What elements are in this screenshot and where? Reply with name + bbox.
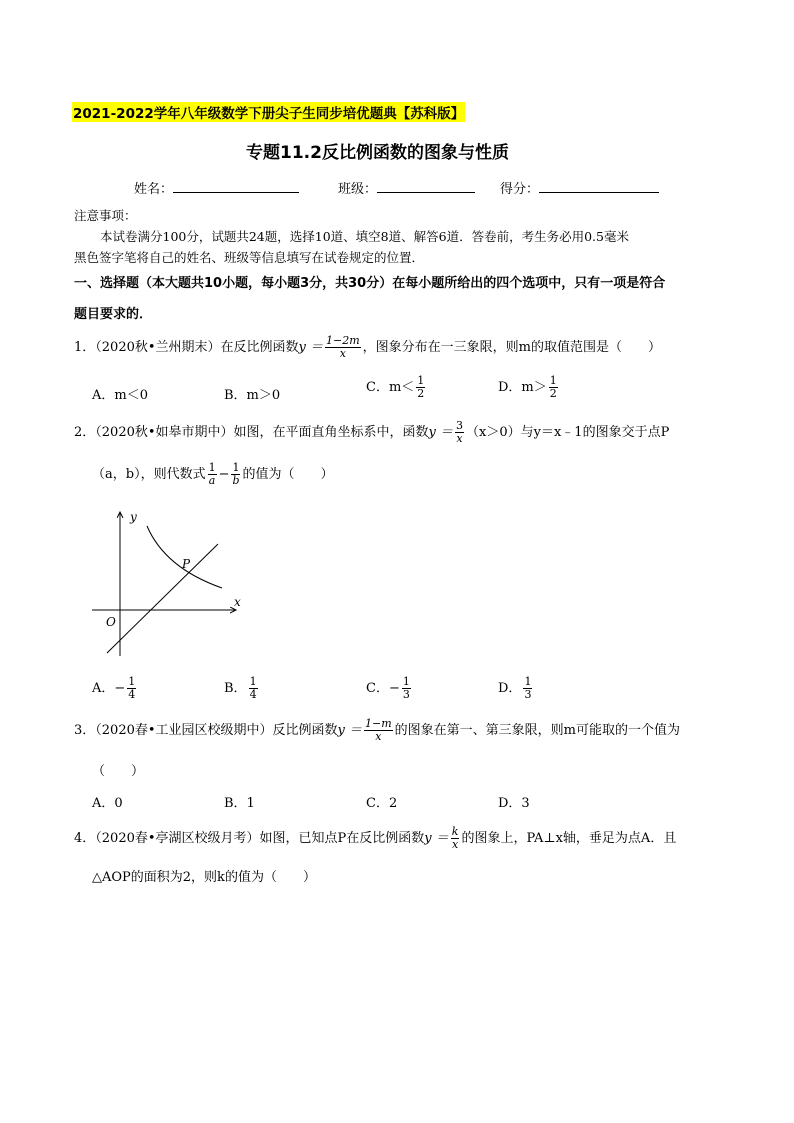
- q2-option-c: C．− $\frac{1}{3}$: [366, 675, 410, 701]
- q2-prefix: 2．（2020秋•如皋市期中）如图，在平面直角坐标系中，函数: [74, 425, 429, 440]
- q1-eq: y ＝: [298, 340, 324, 355]
- question-4: 4．（2020春•亭湖区校级月考）如图，已知点P在反比例函数y ＝ $\frac{k}{x}$ 的图象上，PA⊥x轴，垂足为点A．且: [74, 825, 677, 851]
- q1-prefix: 1．（2020秋•兰州期末）在反比例函数: [74, 340, 299, 355]
- page-title: 专题11.2反比例函数的图象与性质: [246, 143, 509, 163]
- line-graph: [107, 544, 218, 653]
- x-axis-label: x: [234, 595, 241, 609]
- q2-option-a: A．− $\frac{1}{4}$: [92, 675, 136, 701]
- q3-option-a: A．0: [92, 796, 123, 811]
- q1-suffix: ，图象分布在一三象限，则m的取值范围是（ ）: [362, 340, 661, 355]
- q1-option-c: C．m＜ $\frac{1}{2}$: [366, 374, 425, 400]
- class-label: 班级：: [338, 182, 378, 197]
- q2-mid: （x＞0）与y＝x﹣1的图象交于点P: [466, 425, 670, 440]
- question-3: 3．（2020春•工业园区校级期中）反比例函数y ＝ $\frac{1-m}{x}$ 的图象在第一、第三象限，则m可能取的一个值为: [74, 717, 680, 743]
- q1-fraction: $\frac{1-2m}{x}$: [326, 334, 360, 360]
- q2-option-d: D． $\frac{1}{3}$: [498, 675, 532, 701]
- q3-option-c: C．2: [366, 796, 398, 811]
- score-label: 得分：: [500, 182, 540, 197]
- q3-option-b: B．1: [224, 796, 255, 811]
- origin-label: O: [106, 615, 116, 629]
- q2-option-b: B． $\frac{1}{4}$: [224, 675, 257, 701]
- question-1: [74, 335, 661, 360]
- question-4-line-2: △AOP的面积为2，则k的值为（ ）: [92, 870, 316, 885]
- point-p-label: P: [182, 557, 191, 571]
- question-2: 2．（2020秋•如皋市期中）如图，在平面直角坐标系中，函数y ＝ $\frac{3}{x}$ （x＞0）与y＝x﹣1的图象交于点P: [74, 419, 670, 445]
- q4-fraction: $\frac{k}{x}$: [451, 825, 459, 851]
- q3-fraction: $\frac{1-m}{x}$: [365, 717, 392, 743]
- q1-option-b: B．m＞0: [224, 388, 281, 403]
- question-3-line-2: （ ）: [92, 764, 145, 779]
- name-label: 姓名：: [134, 182, 174, 197]
- score-field: [500, 178, 659, 197]
- q1-option-d: D．m＞ $\frac{1}{2}$: [498, 374, 557, 400]
- notice-line-1: 本试卷满分100分，试题共24题，选择10道、填空8道、解答6道．答卷前，考生务必用0.5毫米: [100, 229, 629, 244]
- y-axis-label: y: [130, 510, 137, 524]
- question-2-line-2: （a，b），则代数式 $\frac{1}{a}$ − $\frac{1}{b}$ 的值为（ ）: [92, 461, 334, 487]
- notice-heading: 注意事项：: [74, 208, 137, 223]
- class-field: [338, 178, 475, 197]
- q3-option-d: D．3: [498, 796, 530, 811]
- q1-option-a: A．m＜0: [92, 388, 148, 403]
- q2-graph: [90, 506, 250, 658]
- notice-line-2: 黑色签字笔将自己的姓名、班级等信息填写在试卷规定的位置．: [74, 250, 425, 265]
- section-heading-line-1: 一、选择题（本大题共10小题，每小题3分，共30分）在每小题所给出的四个选项中，只有一项是符合: [74, 276, 666, 291]
- name-field: [134, 178, 299, 197]
- q2-fraction: $\frac{3}{x}$: [456, 419, 464, 445]
- series-banner: 2021-2022学年八年级数学下册尖子生同步培优题典【苏科版】: [72, 102, 465, 122]
- class-blank: [377, 180, 475, 193]
- name-blank: [173, 180, 299, 193]
- score-blank: [539, 180, 659, 193]
- section-heading-line-2: 题目要求的．: [74, 307, 153, 322]
